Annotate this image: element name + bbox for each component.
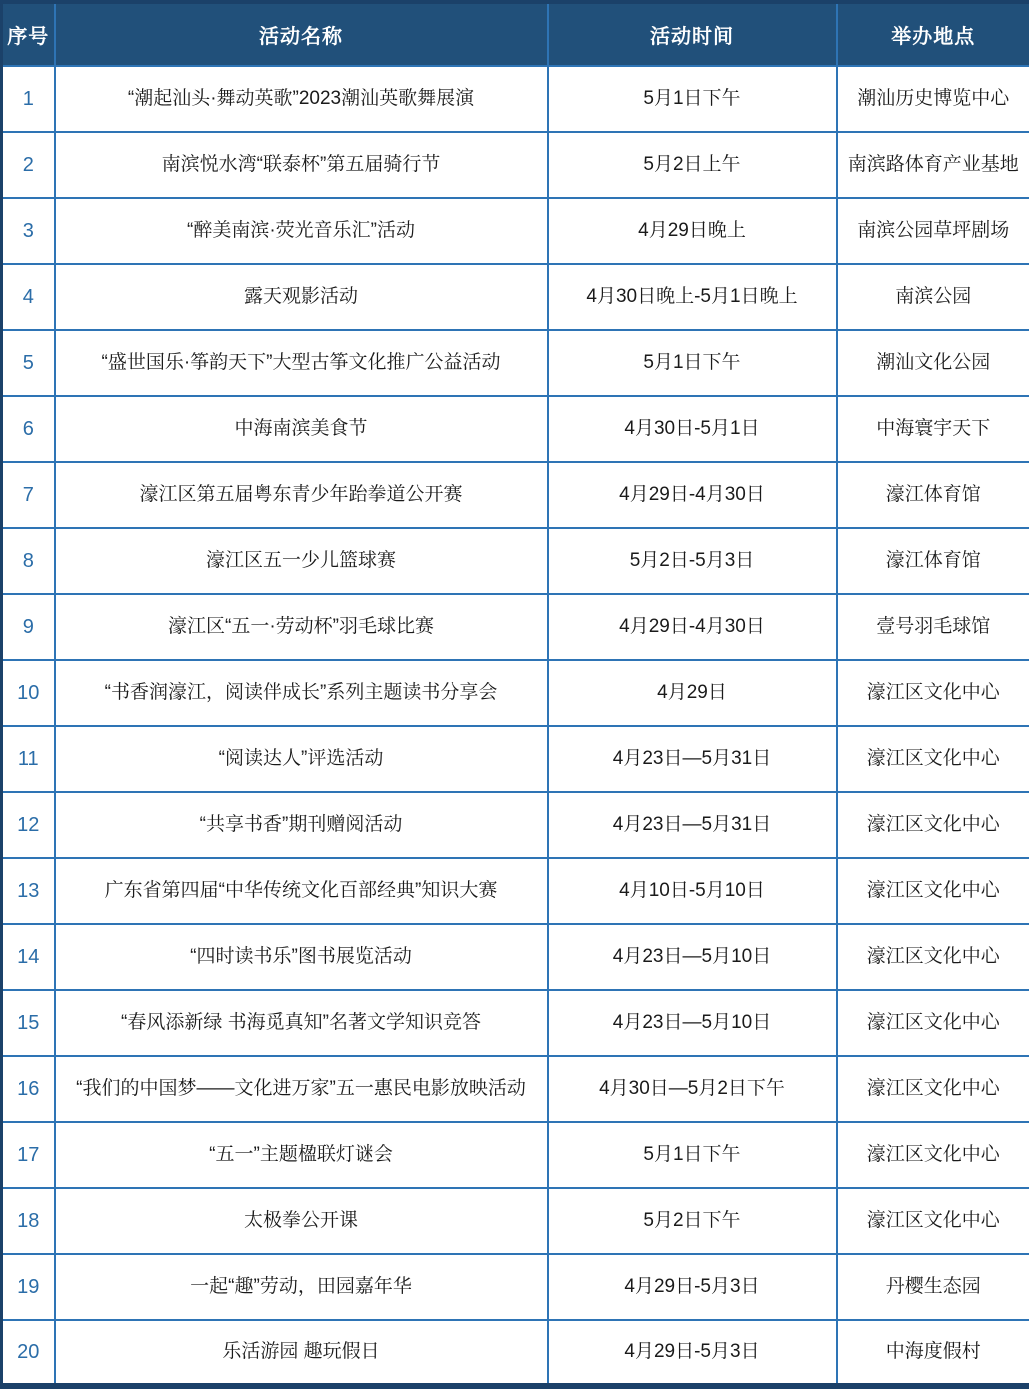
table-row (2, 594, 1029, 660)
row-number: 4 (2, 264, 55, 330)
row-number: 13 (2, 858, 55, 924)
activity-venue: 濠江区文化中心 (837, 660, 1029, 726)
activity-name: “我们的中国梦——文化进万家”五一惠民电影放映活动 (55, 1056, 548, 1122)
activity-time: 4月29日-4月30日 (548, 594, 837, 660)
activity-venue: 濠江区文化中心 (837, 990, 1029, 1056)
column-header-activity-time: 活动时间 (548, 2, 837, 66)
row-number: 7 (2, 462, 55, 528)
row-number: 5 (2, 330, 55, 396)
table-row (2, 462, 1029, 528)
table-row (2, 1122, 1029, 1188)
row-number: 6 (2, 396, 55, 462)
activity-name: “五一”主题楹联灯谜会 (55, 1122, 548, 1188)
row-number: 8 (2, 528, 55, 594)
row-number: 17 (2, 1122, 55, 1188)
column-header-venue: 举办地点 (837, 2, 1029, 66)
activity-name: 乐活游园 趣玩假日 (55, 1320, 548, 1386)
activity-venue: 南滨公园草坪剧场 (837, 198, 1029, 264)
table-row (2, 198, 1029, 264)
activity-time: 5月1日下午 (548, 330, 837, 396)
activity-time: 5月2日-5月3日 (548, 528, 837, 594)
table-row (2, 1188, 1029, 1254)
row-number: 12 (2, 792, 55, 858)
table-row (2, 792, 1029, 858)
activity-venue: 濠江体育馆 (837, 462, 1029, 528)
table-row (2, 990, 1029, 1056)
row-number: 20 (2, 1320, 55, 1386)
table-row (2, 528, 1029, 594)
row-number: 10 (2, 660, 55, 726)
activity-name: “阅读达人”评选活动 (55, 726, 548, 792)
activity-time: 4月23日—5月10日 (548, 990, 837, 1056)
activity-name: 濠江区第五届粤东青少年跆拳道公开赛 (55, 462, 548, 528)
header-row (2, 2, 1029, 66)
activity-venue: 濠江区文化中心 (837, 1122, 1029, 1188)
activity-venue: 中海度假村 (837, 1320, 1029, 1386)
activity-time: 4月29日 (548, 660, 837, 726)
activity-name: “四时读书乐”图书展览活动 (55, 924, 548, 990)
column-header-number: 序号 (2, 2, 55, 66)
activity-time: 5月2日上午 (548, 132, 837, 198)
activity-name: 中海南滨美食节 (55, 396, 548, 462)
table-row (2, 924, 1029, 990)
activity-time: 4月23日—5月10日 (548, 924, 837, 990)
table-row (2, 1320, 1029, 1386)
row-number: 1 (2, 66, 55, 132)
row-number: 19 (2, 1254, 55, 1320)
activity-name: “盛世国乐·筝韵天下”大型古筝文化推广公益活动 (55, 330, 548, 396)
table-row (2, 1056, 1029, 1122)
activity-name: 濠江区“五一·劳动杯”羽毛球比赛 (55, 594, 548, 660)
table-row (2, 132, 1029, 198)
activity-venue: 濠江区文化中心 (837, 924, 1029, 990)
activity-venue: 壹号羽毛球馆 (837, 594, 1029, 660)
activity-name: “潮起汕头·舞动英歌”2023潮汕英歌舞展演 (55, 66, 548, 132)
activity-venue: 濠江区文化中心 (837, 858, 1029, 924)
activity-table-body (2, 66, 1029, 1386)
activity-name: 太极拳公开课 (55, 1188, 548, 1254)
row-number: 9 (2, 594, 55, 660)
activity-name: “书香润濠江，阅读伴成长”系列主题读书分享会 (55, 660, 548, 726)
table-row (2, 858, 1029, 924)
column-header-activity-name: 活动名称 (55, 2, 548, 66)
activity-venue: 濠江区文化中心 (837, 1056, 1029, 1122)
table-row (2, 660, 1029, 726)
activity-venue: 濠江区文化中心 (837, 792, 1029, 858)
table-row (2, 66, 1029, 132)
row-number: 16 (2, 1056, 55, 1122)
activity-time: 5月2日下午 (548, 1188, 837, 1254)
table-row (2, 330, 1029, 396)
activity-venue: 潮汕文化公园 (837, 330, 1029, 396)
table-row (2, 726, 1029, 792)
row-number: 2 (2, 132, 55, 198)
activity-time: 4月29日-5月3日 (548, 1320, 837, 1386)
activity-time: 4月30日-5月1日 (548, 396, 837, 462)
activity-time: 4月30日晚上-5月1日晚上 (548, 264, 837, 330)
activity-name: 露天观影活动 (55, 264, 548, 330)
row-number: 18 (2, 1188, 55, 1254)
activity-name: 广东省第四届“中华传统文化百部经典”知识大赛 (55, 858, 548, 924)
activity-name: “共享书香”期刊赠阅活动 (55, 792, 548, 858)
activity-time: 4月30日—5月2日下午 (548, 1056, 837, 1122)
activity-venue: 中海寰宇天下 (837, 396, 1029, 462)
activity-name: “醉美南滨·荧光音乐汇”活动 (55, 198, 548, 264)
row-number: 15 (2, 990, 55, 1056)
activity-time: 4月23日—5月31日 (548, 792, 837, 858)
table-row (2, 1254, 1029, 1320)
table-row (2, 264, 1029, 330)
activity-time: 5月1日下午 (548, 66, 837, 132)
activity-name: 濠江区五一少儿篮球赛 (55, 528, 548, 594)
activity-venue: 丹樱生态园 (837, 1254, 1029, 1320)
activity-time: 4月23日—5月31日 (548, 726, 837, 792)
table-row (2, 396, 1029, 462)
activity-time: 5月1日下午 (548, 1122, 837, 1188)
activity-name: 南滨悦水湾“联泰杯”第五届骑行节 (55, 132, 548, 198)
row-number: 3 (2, 198, 55, 264)
activity-name: “春风添新绿 书海觅真知”名著文学知识竞答 (55, 990, 548, 1056)
row-number: 14 (2, 924, 55, 990)
activity-time: 4月29日-4月30日 (548, 462, 837, 528)
activity-time: 4月29日晚上 (548, 198, 837, 264)
activity-time: 4月10日-5月10日 (548, 858, 837, 924)
activity-venue: 濠江区文化中心 (837, 726, 1029, 792)
activity-venue: 濠江体育馆 (837, 528, 1029, 594)
activity-time: 4月29日-5月3日 (548, 1254, 837, 1320)
activity-venue: 潮汕历史博览中心 (837, 66, 1029, 132)
activity-name: 一起“趣”劳动，田园嘉年华 (55, 1254, 548, 1320)
activity-venue: 南滨路体育产业基地 (837, 132, 1029, 198)
row-number: 11 (2, 726, 55, 792)
activity-venue: 濠江区文化中心 (837, 1188, 1029, 1254)
activity-venue: 南滨公园 (837, 264, 1029, 330)
